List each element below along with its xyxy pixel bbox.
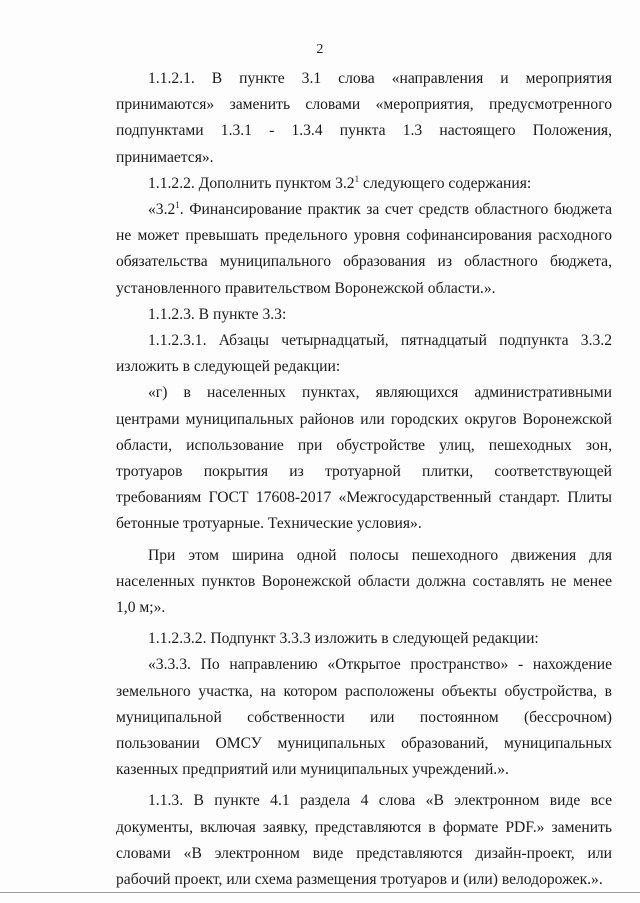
paragraph-3-3-3: «3.3.3. По направлению «Открытое пространство» - нахождение земельного участка, на котором расположены объекты обустройства, в муниципальной собственности или постоянном (бессрочном) пользовании ОМСУ муниципальных образований, муниципальных казенных предприятий или муниципальных учреждений.». <box>116 656 612 779</box>
paragraph-1-1-2-3-2: 1.1.2.3.2. Подпункт 3.3.3 изложить в следующей редакции: <box>148 630 539 648</box>
paragraph-text: . Финансирование практик за счет средств областного бюджета не может превышать предельного уровня софинансирования расходного обязательства муниципального образования из областного бюджета, установленного правительством Воронежской области.». <box>116 201 612 297</box>
paragraph-width-note: При этом ширина одной полосы пешеходного движения для населенных пунктов Воронежской области должна составлять не менее 1,0 м;». <box>116 546 612 617</box>
paragraph-1-1-2-3-1: 1.1.2.3.1. Абзацы четырнадцатый, пятнадцатый подпункта 3.3.2 изложить в следующей редакции: <box>116 332 612 376</box>
paragraph-1-1-2-2 <box>116 171 612 197</box>
paragraph-3-2-1 <box>116 197 612 302</box>
paragraph-1-1-3: 1.1.3. В пункте 4.1 раздела 4 слова «В электронном виде все документы, включая заявку, представляются в формате PDF.» заменить словами «В электронном виде представляются дизайн-проект, или рабочий проект, или схема размещения тротуаров и (или) велодорожек.». <box>116 792 612 889</box>
paragraph-quote-g: «г) в населенных пунктах, являющихся административными центрами муниципальных районов или городских округов Воронежской области, использование при обустройстве улиц, пешеходных зон, тротуаров покрытия из тротуарной плитки, соответствующей требованиям ГОСТ 17608-2017 «Межгосударственный стандарт. Плиты бетонные тротуарные. Технические условия». <box>116 384 612 533</box>
page-number: 2 <box>316 42 324 57</box>
paragraph-1-1-2-3: 1.1.2.3. В пункте 3.3: <box>148 305 287 323</box>
bottom-edge-line <box>0 892 640 893</box>
paragraph-1-1-2-1: 1.1.2.1. В пункте 3.1 слова «направления и мероприятия принимаются» заменить словами «мероприятия, предусмотренного подпунктами 1.3.1 - 1.3.4 пункта 1.3 настоящего Положения, принимается». <box>116 70 612 166</box>
superscript: 1 <box>175 199 180 210</box>
paragraph-text: «3.2 <box>148 201 176 219</box>
document-body <box>116 66 612 893</box>
paragraph-text: следующего содержания: <box>359 174 532 192</box>
superscript: 1 <box>354 173 360 184</box>
paragraph-text: 1.1.2.2. Дополнить пунктом 3.2 <box>148 174 355 192</box>
